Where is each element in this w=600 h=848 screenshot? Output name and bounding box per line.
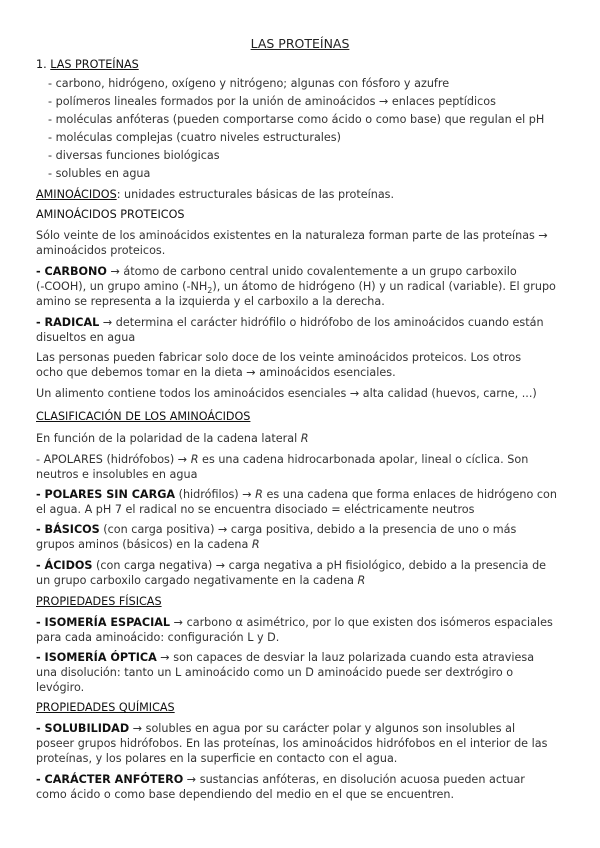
paragraph-line: aminoácidos proteicos.	[36, 244, 166, 257]
text: un grupo carboxilo cargado negativamente en la cadena	[36, 574, 358, 587]
text: → solubles en agua por su carácter polar y algunos son insolubles al	[129, 722, 516, 735]
text: es una cadena que forma enlaces de hidrógeno con	[262, 488, 557, 501]
paragraph-line: Un alimento contiene todos los aminoácidos esenciales → alta calidad (huevos, carne, ...)	[36, 387, 537, 400]
term-label: - SOLUBILIDAD	[36, 722, 130, 735]
polares-line-1	[36, 488, 557, 502]
text: es una cadena hidrocarbonada apolar, lineal o cíclica. Son	[198, 453, 529, 466]
paragraph-line: proteínas, y los polares en la superficie en contacto con el agua.	[36, 752, 398, 765]
text: - APOLARES (hidrófobos) →	[36, 453, 191, 466]
basicos-line-2	[36, 538, 260, 552]
paragraph-line: como ácido o como base dependiendo del medio en el que se encuentren.	[36, 788, 455, 801]
variable-r: R	[190, 453, 199, 466]
text: → carbono α asimétrico, por lo que existen dos isómeros espaciales	[170, 616, 553, 629]
anfotero-line-1	[36, 773, 525, 787]
paragraph-line: disueltos en agua	[36, 331, 136, 344]
paragraph-line: Las personas pueden fabricar solo doce de los veinte aminoácidos proteicos. Los otros	[36, 351, 522, 364]
variable-r: R	[255, 488, 263, 501]
aminoacidos-definition	[36, 188, 394, 202]
variable-r: R	[251, 538, 260, 551]
term-label: - ISOMERÍA ESPACIAL	[36, 616, 171, 629]
espacial-line-1	[36, 616, 553, 630]
bullet-item: - polímeros lineales formados por la unión de aminoácidos → enlaces peptídicos	[48, 95, 496, 108]
text: → átomo de carbono central unido covalentemente a un grupo carboxilo	[106, 265, 517, 278]
term-label: - POLARES SIN CARGA	[36, 488, 176, 501]
section-title: LAS PROTEÍNAS	[50, 58, 139, 71]
paragraph-line: para cada aminoácido: configuración L y D.	[36, 631, 280, 644]
radical-line-1	[36, 316, 544, 330]
variable-r: R	[357, 574, 366, 587]
clasificacion-heading: CLASIFICACIÓN DE LOS AMINOÁCIDOS	[36, 410, 251, 423]
solubilidad-line-1	[36, 722, 515, 736]
definition-text: : unidades estructurales básicas de las proteínas.	[116, 188, 395, 201]
text: (con carga negativa) → carga negativa a pH fisiológico, debido a la presencia de	[92, 559, 547, 572]
term-label: - RADICAL	[36, 316, 100, 329]
proteicos-heading: AMINOÁCIDOS PROTEICOS	[36, 208, 185, 221]
variable-r: R	[300, 432, 309, 445]
text: ), un átomo de hidrógeno (H) y un radical (variable). El grupo	[212, 280, 556, 293]
text: → son capaces de desviar la lauz polarizada cuando esta atraviesa	[156, 651, 535, 664]
acidos-line-1	[36, 559, 546, 573]
bullet-item: - moléculas anfóteras (pueden comportarse como ácido o como base) que regulan el pH	[48, 113, 545, 126]
paragraph-line: el agua. A pH 7 el radical no se encuentra disociado = eléctricamente neutros	[36, 503, 475, 516]
acidos-line-2	[36, 574, 365, 588]
paragraph-line: levógiro.	[36, 681, 85, 694]
paragraph-line: amino se representa a la izquierda y el carboxilo a la derecha.	[36, 295, 385, 308]
bullet-item: - moléculas complejas (cuatro niveles estructurales)	[48, 131, 341, 144]
text: → determina el carácter hidrófilo o hidrófobo de los aminoácidos cuando están	[99, 316, 544, 329]
bullet-item: - diversas funciones biológicas	[48, 149, 220, 162]
clasificacion-intro	[36, 432, 309, 446]
text: (-COOH), un grupo amino (-NH	[36, 280, 208, 293]
text: (hidrófilos) →	[175, 488, 256, 501]
quimicas-heading: PROPIEDADES QUÍMICAS	[36, 701, 175, 714]
page-title: LAS PROTEÍNAS	[250, 36, 350, 51]
paragraph-line: Sólo veinte de los aminoácidos existentes en la naturaleza forman parte de las proteínas →	[36, 229, 548, 242]
basicos-line-1	[36, 523, 516, 537]
paragraph-line: neutros e insolubles en agua	[36, 468, 198, 481]
term-label: - ÁCIDOS	[36, 559, 93, 572]
term-label: - ISOMERÍA ÓPTICA	[36, 651, 157, 664]
carbono-line-1	[36, 265, 517, 279]
text: (con carga positiva) → carga positiva, debido a la presencia de uno o más	[99, 523, 517, 536]
bullet-item: - carbono, hidrógeno, oxígeno y nitrógeno; algunas con fósforo y azufre	[48, 77, 450, 90]
text: En función de la polaridad de la cadena lateral	[36, 432, 301, 445]
paragraph-line: una disolución: tanto un L aminoácido como un D aminoácido puede ser dextrógiro o	[36, 666, 514, 679]
term: AMINOÁCIDOS	[36, 188, 117, 201]
paragraph-line: ocho que debemos tomar en la dieta → aminoácidos esenciales.	[36, 366, 396, 379]
subscript: 2	[207, 286, 213, 296]
term-label: - CARBONO	[36, 265, 107, 278]
text: grupos aminos (básicos) en la cadena	[36, 538, 252, 551]
apolares-line-1	[36, 453, 528, 467]
term-label: - CARÁCTER ANFÓTERO	[36, 773, 184, 786]
section-number: 1.	[36, 58, 47, 71]
section-1-heading	[36, 58, 139, 72]
fisicas-heading: PROPIEDADES FÍSICAS	[36, 595, 162, 608]
paragraph-line: poseer grupos hidrófobos. En las proteínas, los aminoácidos hidrófobos en el interior de las	[36, 737, 548, 750]
text: → sustancias anfóteras, en disolución acuosa pueden actuar	[183, 773, 525, 786]
bullet-item: - solubles en agua	[48, 167, 151, 180]
term-label: - BÁSICOS	[36, 523, 100, 536]
optica-line-1	[36, 651, 534, 665]
